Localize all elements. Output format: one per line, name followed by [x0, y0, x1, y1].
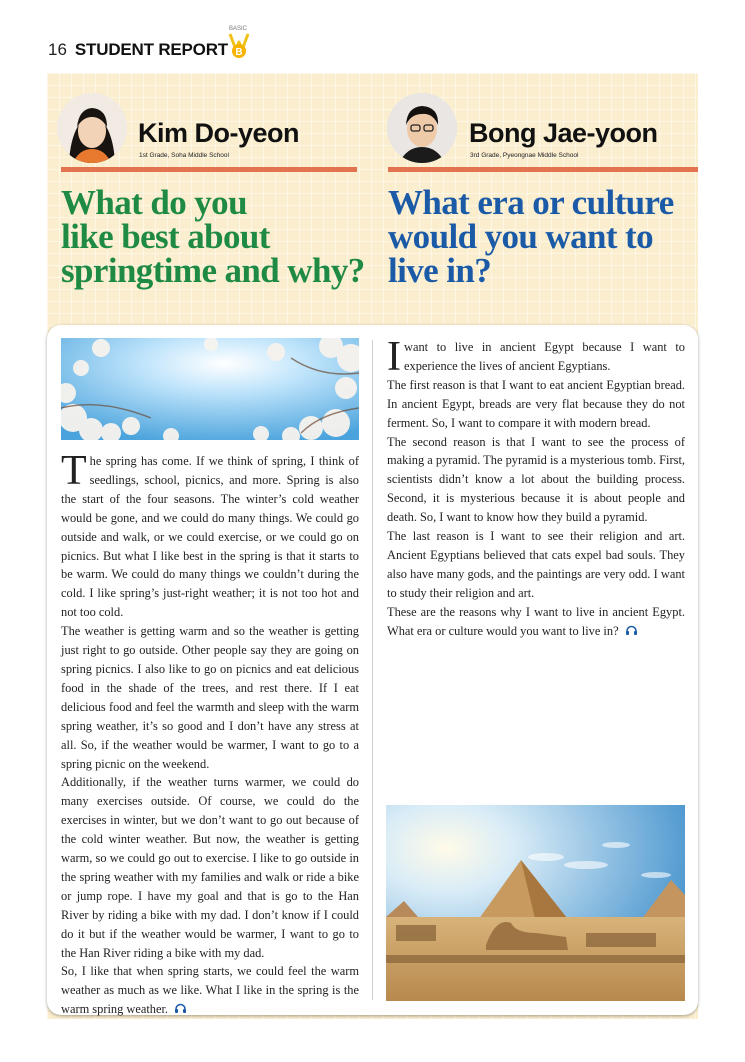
student-name-left: Kim Do-yeon — [138, 118, 300, 148]
right-paragraph — [387, 334, 685, 380]
section-title: STUDENT REPORT — [74, 40, 228, 59]
spring-blossoms-image — [61, 338, 359, 440]
left-paragraph-text: he spring has come. If we think of spring, I think of seedlings, school, picnics, and more. Spring is also the start of the four seasons. The winter’s cold weather would be gone, and we could do many things. We could go outside and walk, or we could exercise, or we could go on picnics. But what I like best in the spring is that it starts to be warm. We could do many things we couldn’t during the cold. I like spring’s just-right weather; it is not too hot and not too cold. — [61, 454, 359, 620]
accent-rule-right — [388, 167, 698, 172]
question-left-line: What do you — [61, 183, 247, 222]
badge-letter: B — [235, 47, 243, 58]
left-paragraph-text: So, I like that when spring starts, we could feel the warm weather as much as we like. What I like in the spring is the warm spring weather. — [61, 964, 359, 1017]
page-header — [48, 38, 228, 62]
avatar-kim — [57, 93, 127, 163]
accent-rule-left — [61, 167, 357, 172]
dropcap-left: T — [61, 448, 87, 494]
question-right-line: would you want to — [388, 217, 653, 256]
right-paragraph: The second reason is that I want to see the process of making a pyramid. The pyramid is a mysterious tomb. First, scientists didn’t know a lot about the building process. Second, it is mysterious because it is about people and death. So, I want to know how they build a pyramid. — [387, 434, 685, 525]
column-divider — [372, 340, 373, 1000]
right-paragraph: The last reason is I want to see their religion and art. Ancient Egyptians believed that cats expel bad souls. They also have many gods, and the paintings are very odd. I want to study their religion and art. — [387, 529, 685, 600]
question-right-line: live in? — [388, 251, 492, 290]
student-school-left: 1st Grade, Soha Middle School — [139, 152, 229, 159]
dropcap-right: I — [387, 334, 401, 380]
question-right-line: What era or culture — [388, 183, 674, 222]
right-paragraph: The first reason is that I want to eat ancient Egyptian bread. In ancient Egypt, breads are very flat because they do not ferment. So, I want to compare it with modern bread. — [387, 377, 685, 430]
basic-badge-icon — [226, 24, 252, 60]
badge-label: BASIC — [229, 26, 248, 32]
question-left-line: like best about — [61, 217, 270, 256]
student-name-right: Bong Jae-yoon — [469, 118, 658, 148]
left-paragraph: Additionally, if the weather turns warmer, we could do many exercises outside. Of course, we could do the exercises in winter, but we don’t want to go out because of the cold winter weather. But now, the weather is getting warm, so we could go out to exercise. I like to go outside in the spring weather with my families and walk or ride a bike or jump rope. I have my goal and that is go to the Han River by riding a bike with my dad. I don’t know if I could do it but if the weather would be warmer, I want to go to the Han River riding a bike with my dad. — [61, 775, 359, 960]
right-paragraph — [387, 603, 685, 641]
right-article — [387, 334, 685, 641]
right-paragraph-text: want to live in ancient Egypt because I want to experience the lives of ancient Egyptians. — [404, 340, 685, 373]
left-paragraph: The weather is getting warm and so the weather is getting just right to go outside. Other people say they are going on spring picnics. I also like to go on picnics and eat delicious food in the shade of the trees, and rest there. If I eat delicious food and feel the warmth and sleep with the warm spring weather, it’s so good and I don’t have any stress at all. So, if the weather would be warmer, I want to go to a spring picnic on the weekend. — [61, 624, 359, 771]
student-photo-icon — [57, 93, 127, 163]
question-right — [388, 183, 698, 290]
question-left — [61, 183, 371, 290]
right-paragraph-text: These are the reasons why I want to live in ancient Egypt. What era or culture would you want to live in? — [387, 604, 685, 638]
student-photo-icon — [387, 93, 457, 163]
left-paragraph — [61, 448, 359, 622]
left-paragraph — [61, 962, 359, 1019]
left-article — [61, 448, 359, 1019]
pyramids-image — [386, 805, 685, 1001]
headphones-icon — [625, 625, 638, 636]
headphones-icon — [174, 1003, 187, 1014]
page-number: 16 — [48, 40, 67, 59]
avatar-bong — [387, 93, 457, 163]
question-left-line: springtime and why? — [61, 251, 365, 290]
student-school-right: 3rd Grade, Pyeongnae Middle School — [470, 152, 579, 159]
